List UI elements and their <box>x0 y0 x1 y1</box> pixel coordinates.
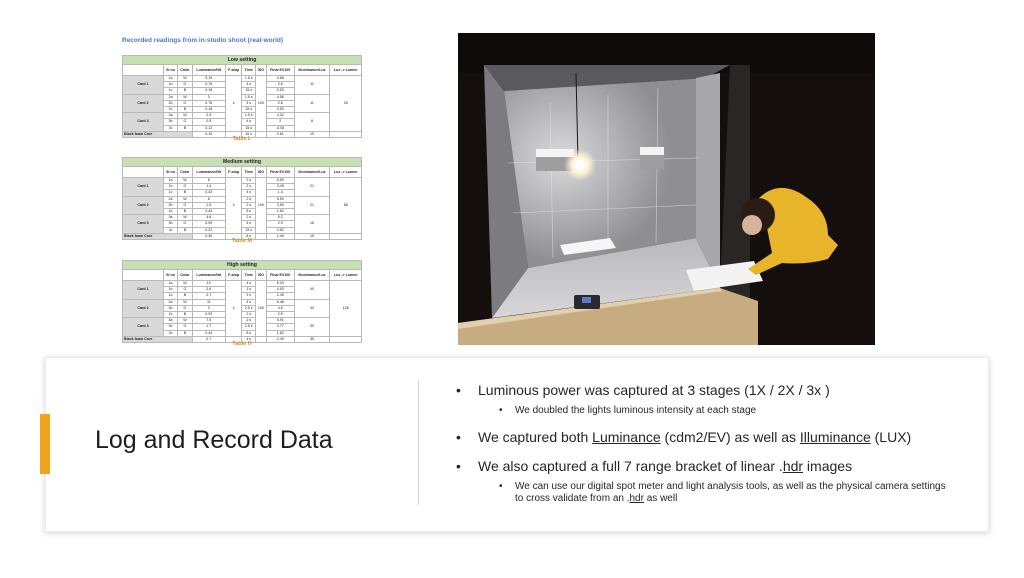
cell: 15 s <box>242 131 255 137</box>
header-cell: Lux -> Lumen <box>330 167 362 178</box>
bullet-text: images <box>803 458 853 474</box>
black-foam-label: Black foam Core <box>123 336 193 342</box>
cell: 2.5 s <box>242 324 255 330</box>
header-cell: Time <box>242 167 255 178</box>
cell: 2.9 <box>266 312 294 318</box>
slide-title: Log and Record Data <box>95 426 333 454</box>
cell: G <box>178 305 193 311</box>
bullet-icon: • <box>499 481 503 492</box>
cell: 3c <box>164 125 178 131</box>
studio-photo <box>458 33 875 345</box>
bullet-text: We can use our digital spot meter and light analysis tools, as well as the physical camera settings to cross validate from an . <box>515 481 946 504</box>
cell: 5.59 <box>266 178 294 184</box>
cell: -0.08 <box>266 125 294 131</box>
cell: 0.7 <box>192 293 225 299</box>
header-cell <box>123 167 164 178</box>
cell: W <box>178 318 193 324</box>
lumen-cell: 25 <box>330 76 362 132</box>
cell: 8 s <box>242 330 255 336</box>
bullet-text: We doubled the lights luminous intensity at each stage <box>515 405 757 416</box>
header-cell: Color <box>178 65 193 76</box>
header-cell: Final EV100 <box>266 65 294 76</box>
cell: B <box>178 107 193 113</box>
tables-caption: Recorded readings from in-studio shoot (real-world) <box>122 37 284 44</box>
bullet-icon: • <box>499 405 503 416</box>
cell: 3.59 <box>266 202 294 208</box>
readings-table <box>122 157 362 240</box>
cell: 1c <box>164 88 178 94</box>
lux-cell: 30 <box>294 318 330 337</box>
header-cell: Sl no <box>164 270 178 281</box>
cell: 2.9 <box>266 221 294 227</box>
lux-cell: 40 <box>294 281 330 300</box>
cell: W <box>178 94 193 100</box>
header-cell: Sl no <box>164 65 178 76</box>
cell: 7.5 <box>192 318 225 324</box>
cell: 0.82 <box>266 227 294 233</box>
cell: 2a <box>164 299 178 305</box>
cell: 0.18 <box>192 88 225 94</box>
header-cell: Time <box>242 270 255 281</box>
cell: 1.82 <box>266 330 294 336</box>
card-label: Card 2 <box>123 196 164 215</box>
cell: 8 s <box>242 209 255 215</box>
bullet-item <box>478 429 911 445</box>
sub-bullet-item <box>515 481 955 505</box>
cell: 2.49 <box>266 336 294 342</box>
cell: 1.4 <box>192 184 225 190</box>
bullet-text: We also captured a full 7 range bracket of linear . <box>478 458 783 474</box>
cell: 3a <box>164 113 178 119</box>
cell: 4.66 <box>266 76 294 82</box>
cell: 0.19 <box>192 131 225 137</box>
cell: 3.6 <box>192 287 225 293</box>
cell: B <box>178 88 193 94</box>
cell: B <box>178 209 193 215</box>
cell: 2b <box>164 202 178 208</box>
cell: 1 s <box>242 287 255 293</box>
header-cell: Illuminance/Lux <box>294 167 330 178</box>
cell: W <box>178 281 193 287</box>
cell: 1b <box>164 184 178 190</box>
cell: 1a <box>164 178 178 184</box>
iso-cell: 100 <box>255 178 266 234</box>
cell: 0.76 <box>192 100 225 106</box>
table-title: Medium setting <box>123 158 362 167</box>
header-cell: Lux -> Lumen <box>330 65 362 76</box>
card-label: Card 1 <box>123 281 164 300</box>
cell: 1b <box>164 82 178 88</box>
cell: 2 <box>266 119 294 125</box>
cell: 4 s <box>242 281 255 287</box>
lux-cell: 11 <box>294 94 330 113</box>
cell: 1c <box>164 293 178 299</box>
cell: 15 s <box>242 125 255 131</box>
cell: B <box>178 190 193 196</box>
header-cell: F-stop <box>225 167 242 178</box>
cell: 1.82 <box>266 209 294 215</box>
cell: 2 s <box>242 215 255 221</box>
cell: B <box>178 312 193 318</box>
cell: 3 <box>192 305 225 311</box>
cell: 2a <box>164 94 178 100</box>
header-cell <box>123 270 164 281</box>
cell: 5.2 <box>266 215 294 221</box>
cell: 11 <box>192 299 225 305</box>
cell: 3c <box>164 227 178 233</box>
cell: 0.44 <box>192 209 225 215</box>
cell: 3.15 <box>192 76 225 82</box>
cell: 3a <box>164 318 178 324</box>
cell: 1b <box>164 287 178 293</box>
cell: 2 s <box>242 312 255 318</box>
table-label: Table L <box>232 136 252 142</box>
cell: 35 <box>294 336 330 342</box>
header-cell: Luminance/Nit <box>192 167 225 178</box>
iso-cell: 100 <box>255 76 266 132</box>
card-label: Card 1 <box>123 76 164 95</box>
cell: 4 s <box>242 119 255 125</box>
bullet-item <box>478 382 830 398</box>
header-cell: F-stop <box>225 270 242 281</box>
lux-cell: 8 <box>294 113 330 132</box>
cell: 1.4 <box>266 190 294 196</box>
header-cell: Time <box>242 65 255 76</box>
cell: 4.93 <box>266 287 294 293</box>
bullet-icon: • <box>456 429 461 445</box>
cell: 3.77 <box>266 324 294 330</box>
cell: 19 <box>294 233 330 239</box>
table-title: Low setting <box>123 56 362 65</box>
cell: 15 s <box>242 88 255 94</box>
cell: 4 s <box>242 82 255 88</box>
fstop-cell: 4 <box>225 76 242 132</box>
cell: G <box>178 184 193 190</box>
header-cell: Illuminance/Lux <box>294 270 330 281</box>
card-label: Card 1 <box>123 178 164 197</box>
cell: 1a <box>164 76 178 82</box>
bullet-text: Illuminance <box>799 429 871 445</box>
cell: 2 s <box>242 293 255 299</box>
cell: B <box>178 125 193 131</box>
bullet-icon: • <box>456 382 461 398</box>
cell: 6.33 <box>266 281 294 287</box>
cell: 2.5 <box>192 113 225 119</box>
header-cell: ISO <box>255 65 266 76</box>
cell: 2 s <box>242 178 255 184</box>
header-cell: Luminance/Nit <box>192 65 225 76</box>
lux-cell: 16 <box>294 215 330 234</box>
lumen-cell: 126 <box>330 281 362 337</box>
cell: 0.22 <box>192 227 225 233</box>
cell: 4.6 <box>266 305 294 311</box>
cell: 4.32 <box>266 113 294 119</box>
cell: B <box>178 293 193 299</box>
cell: 6.48 <box>266 299 294 305</box>
card-label: Card 3 <box>123 318 164 337</box>
card-label: Card 2 <box>123 299 164 318</box>
bullet-text: as well <box>643 493 678 504</box>
cell: 0.61 <box>266 131 294 137</box>
cell: 15 s <box>242 227 255 233</box>
header-cell: ISO <box>255 167 266 178</box>
cell: 6 <box>192 178 225 184</box>
cell: W <box>178 196 193 202</box>
accent-bar <box>40 414 50 474</box>
cell: 2.6 <box>266 100 294 106</box>
cell: 1.5 s <box>242 113 255 119</box>
cell: W <box>178 113 193 119</box>
cell: 1c <box>164 190 178 196</box>
cell: W <box>178 178 193 184</box>
cell: 2c <box>164 107 178 113</box>
bullet-text: hdr <box>629 493 644 504</box>
cell: 0.93 <box>192 221 225 227</box>
cell: G <box>178 202 193 208</box>
lumen-cell: 66 <box>330 178 362 234</box>
card-label: Card 2 <box>123 94 164 113</box>
lux-cell: 21 <box>294 196 330 215</box>
cell: 0.18 <box>192 107 225 113</box>
cell: 2 s <box>242 318 255 324</box>
cell: 0.76 <box>192 82 225 88</box>
iso-cell: 100 <box>255 281 266 337</box>
header-cell: Color <box>178 270 193 281</box>
cell: 10 <box>294 131 330 137</box>
cell: 4 s <box>242 221 255 227</box>
cell: 2.49 <box>266 293 294 299</box>
bullet-text: (LUX) <box>870 429 912 445</box>
cell: 4.6 <box>192 215 225 221</box>
cell: 3c <box>164 330 178 336</box>
readings-table <box>122 260 362 343</box>
cell: 0.35 <box>192 233 225 239</box>
cell: 4 s <box>242 299 255 305</box>
bullet-text: Luminance <box>592 429 661 445</box>
cell: 2b <box>164 305 178 311</box>
bullet-text: (cdm2/EV) as well as <box>660 429 800 445</box>
cell: 4 s <box>242 100 255 106</box>
cell: 2.5 s <box>242 305 255 311</box>
cell: 2b <box>164 100 178 106</box>
cell: 5.91 <box>266 318 294 324</box>
bullet-text: Luminous power was captured at 3 stages (1X / 2X / 3x ) <box>478 382 830 398</box>
cell: 0.7 <box>192 336 225 342</box>
black-foam-label: Black foam Core <box>123 233 193 239</box>
lux-cell: 40 <box>294 299 330 318</box>
cell: 1.49 <box>266 233 294 239</box>
cell: G <box>178 324 193 330</box>
header-cell: Final EV100 <box>266 167 294 178</box>
header-cell: ISO <box>255 270 266 281</box>
bullet-text: We captured both <box>478 429 593 445</box>
cell: W <box>178 76 193 82</box>
bullet-text: hdr <box>782 458 804 474</box>
cell: 0.53 <box>266 107 294 113</box>
panel-divider <box>418 380 419 505</box>
cell: 3 <box>192 94 225 100</box>
cell: 2 s <box>242 184 255 190</box>
cell: G <box>178 82 193 88</box>
cell: W <box>178 215 193 221</box>
sub-bullet-item <box>515 405 955 417</box>
cell: 2 s <box>242 202 255 208</box>
cell: 0.12 <box>192 125 225 131</box>
bullet-item <box>478 458 852 474</box>
table-label: Table H <box>232 341 252 347</box>
cell: 1.5 s <box>242 76 255 82</box>
cell: 3b <box>164 324 178 330</box>
cell: 2.6 <box>266 82 294 88</box>
header-cell: Illuminance/Lux <box>294 65 330 76</box>
table-label: Table M <box>231 238 253 244</box>
header-cell <box>123 65 164 76</box>
cell: 2a <box>164 196 178 202</box>
black-foam-label: Black foam Core <box>123 131 193 137</box>
cell: 4 s <box>242 190 255 196</box>
cell: B <box>178 330 193 336</box>
cell: 2c <box>164 312 178 318</box>
cell: 5.59 <box>266 196 294 202</box>
header-cell: Lux -> Lumen <box>330 270 362 281</box>
cell: 1.5 <box>192 202 225 208</box>
cell: 0.5 <box>192 119 225 125</box>
cell: 1a <box>164 281 178 287</box>
cell: 2c <box>164 209 178 215</box>
table-title: High setting <box>123 261 362 270</box>
cell: 0.53 <box>266 88 294 94</box>
cell: 1.5 s <box>242 94 255 100</box>
cell: 8 s <box>242 233 255 239</box>
cell: 3.49 <box>266 184 294 190</box>
bullet-icon: • <box>456 458 461 474</box>
cell: 4 s <box>242 336 255 342</box>
cell: B <box>178 227 193 233</box>
cell: 3b <box>164 221 178 227</box>
cell: G <box>178 221 193 227</box>
cell: G <box>178 287 193 293</box>
readings-table <box>122 55 362 138</box>
lux-cell: 11 <box>294 76 330 95</box>
cell: G <box>178 100 193 106</box>
fstop-cell: 4 <box>225 178 242 234</box>
lux-cell: 21 <box>294 178 330 197</box>
fstop-cell: 4 <box>225 281 242 337</box>
cell: W <box>178 299 193 305</box>
cell: 6 <box>192 196 225 202</box>
card-label: Card 3 <box>123 113 164 132</box>
cell: 2 s <box>242 196 255 202</box>
cell: 15 s <box>242 107 255 113</box>
header-cell: F-stop <box>225 65 242 76</box>
cell: 1.7 <box>192 324 225 330</box>
cell: 0.44 <box>192 330 225 336</box>
cell: 0.33 <box>192 190 225 196</box>
cell: 3b <box>164 119 178 125</box>
cell: G <box>178 119 193 125</box>
header-cell: Final EV100 <box>266 270 294 281</box>
cell: 3a <box>164 215 178 221</box>
cell: 0.93 <box>192 312 225 318</box>
header-cell: Luminance/Nit <box>192 270 225 281</box>
cell: 10 <box>192 281 225 287</box>
cell: 4.58 <box>266 94 294 100</box>
header-cell: Sl no <box>164 167 178 178</box>
header-cell: Color <box>178 167 193 178</box>
card-label: Card 3 <box>123 215 164 234</box>
